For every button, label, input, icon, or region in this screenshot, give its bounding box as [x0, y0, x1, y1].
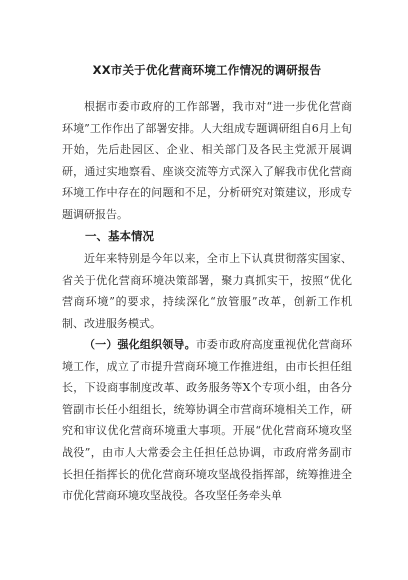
subsection-heading: （一）强化组织领导。	[84, 338, 196, 351]
section-basic-paragraph: 近年来特别是今年以来，全市上下认真贯彻落实国家、省关于优化营商环境决策部署，聚力真抓实干，按照“优化营商环境”的要求，持续深化“放管服”改革，创新工作机制、改进服务模式。	[62, 252, 352, 330]
subsection-paragraph	[62, 334, 352, 507]
document-title: XX市关于优化营商环境工作情况的调研报告	[92, 63, 322, 77]
subsection-body: 市委市政府高度重视优化营商环境工作，成立了市提升营商环境工作推进组，由市长担任组长，下设商事制度改革、政务服务等X个专项小组，由各分管副市长任小组组长，统筹协调全市营商环境相关工作，研究和审议优化营商环境重大事项。开展“优化营商环境攻坚战役”，由市人大常委会主任担任总协调，市政府常务副市长担任指挥长的优化营商环境攻坚战役指挥部，统筹推进全市优化营商环境攻坚战役。各攻坚任务牵头单	[62, 338, 353, 503]
section-heading-basic: 一、基本情况	[85, 229, 154, 243]
intro-paragraph: 根据市委市政府的工作部署，我市对“进一步优化营商环境”工作作出了部署安排。人大组成专题调研组自6月上旬开始，先后赴园区、企业、相关部门及各民主党派开展调研，通过实地察看、座谈交流等方式深入了解我市优化营商环境工作中存在的问题和不足，分析研究对策建议，形成专题调研报告。	[62, 100, 352, 221]
document-page	[62, 0, 352, 580]
